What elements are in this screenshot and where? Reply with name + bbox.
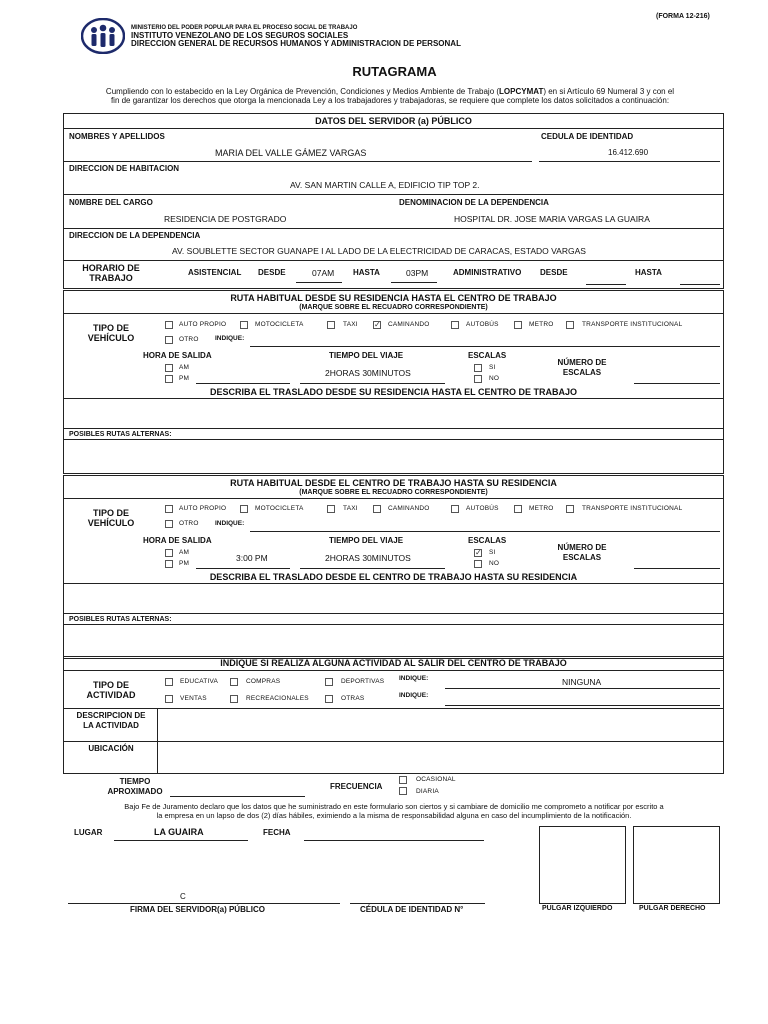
admin-desde-label: DESDE: [540, 268, 568, 277]
vuelta-motocicleta-label: MOTOCICLETA: [255, 505, 304, 512]
vuelta-transporte-institucional-label: TRANSPORTE INSTITUCIONAL: [582, 505, 683, 512]
vuelta-escalas-no-label: NO: [489, 560, 500, 567]
otras-label: OTRAS: [341, 695, 365, 702]
recreacionales-checkbox[interactable]: [230, 695, 238, 703]
ida-describe-title: DESCRIBA EL TRASLADO DESDE SU RESIDENCIA HASTA EL CENTRO DE TRABAJO: [209, 387, 578, 397]
vuelta-auto-propio-label: AUTO PROPIO: [179, 505, 227, 512]
vuelta-taxi-label: TAXI: [343, 505, 358, 512]
actividad-indique-label-1: INDIQUE:: [399, 675, 429, 682]
intro-line-2: fin de garantizar los derechos que otorga la mencionada Ley a los trabajadores y trabajadoras, se requiere que complete los datos solicitados a continuación:: [110, 96, 670, 105]
vuelta-motocicleta-checkbox[interactable]: [240, 505, 248, 513]
vuelta-escalas-no-checkbox[interactable]: [474, 560, 482, 568]
administrativo-label: ADMINISTRATIVO: [453, 268, 522, 277]
vuelta-indique-label: INDIQUE:: [215, 520, 245, 527]
ruta-ida-subtitle: (MARQUE SOBRE EL RECUADRO CORRESPONDIENTE): [299, 304, 488, 311]
vuelta-pm-checkbox[interactable]: [165, 560, 173, 568]
intro-line-1: Cumpliendo con lo estabecido en la Ley Orgánica de Prevención, Condiciones y Medios Ambiente de Trabajo (LOPCYMAT) en si Artículo 69 Numeral 3 y con el: [105, 87, 675, 96]
vuelta-otro-checkbox[interactable]: [165, 520, 173, 528]
firma-label: FIRMA DEL SERVIDOR(a) PÚBLICO: [130, 905, 265, 914]
asistencial-hasta-field[interactable]: 03PM: [406, 268, 429, 278]
descripcion-actividad-field[interactable]: [158, 709, 723, 740]
ida-metro-checkbox[interactable]: [514, 321, 522, 329]
asistencial-hasta-label: HASTA: [353, 268, 380, 277]
diaria-checkbox[interactable]: [399, 787, 407, 795]
vuelta-escalas-si-checkbox[interactable]: ✓: [475, 548, 482, 557]
tiempo-aproximado-label-1: TIEMPO: [119, 777, 151, 786]
ida-pm-checkbox[interactable]: [165, 375, 173, 383]
vuelta-pm-label: PM: [179, 560, 190, 567]
otras-checkbox[interactable]: [325, 695, 333, 703]
ocasional-label: OCASIONAL: [416, 776, 456, 783]
dep-address-field[interactable]: AV. SOUBLETTE SECTOR GUANAPE I AL LADO DE LA ELECTRICIDAD DE CARACAS, ESTADO VARGAS: [172, 246, 586, 256]
ida-escalas-no-label: NO: [489, 375, 500, 382]
asistencial-desde-field[interactable]: 07AM: [312, 268, 335, 278]
frecuencia-label: FRECUENCIA: [330, 782, 383, 791]
diaria-label: DIARIA: [416, 788, 439, 795]
vuelta-metro-label: METRO: [529, 505, 554, 512]
ida-escalas-si-label: SI: [489, 364, 496, 371]
vuelta-autobus-checkbox[interactable]: [451, 505, 459, 513]
vuelta-metro-checkbox[interactable]: [514, 505, 522, 513]
dependencia-label: DENOMINACION DE LA DEPENDENCIA: [399, 198, 549, 207]
ida-motocicleta-checkbox[interactable]: [240, 321, 248, 329]
ventas-label: VENTAS: [180, 695, 207, 702]
ventas-checkbox[interactable]: [165, 695, 173, 703]
ida-caminando-checkbox[interactable]: ✓: [374, 320, 381, 329]
asistencial-label: ASISTENCIAL: [188, 268, 242, 277]
cedula-firma-field[interactable]: [350, 880, 485, 902]
ruta-ida-title: RUTA HABITUAL DESDE SU RESIDENCIA HASTA EL CENTRO DE TRABAJO: [230, 293, 557, 303]
ida-am-checkbox[interactable]: [165, 364, 173, 372]
compras-label: COMPRAS: [246, 678, 281, 685]
vuelta-am-label: AM: [179, 549, 190, 556]
ida-numero-escalas-label-1: NÚMERO DE: [557, 358, 607, 367]
ida-escalas-no-checkbox[interactable]: [474, 375, 482, 383]
deportivas-checkbox[interactable]: [325, 678, 333, 686]
ida-taxi-label: TAXI: [343, 321, 358, 328]
asistencial-desde-label: DESDE: [258, 268, 286, 277]
vuelta-tipo-vehiculo-label-1: TIPO DE: [92, 508, 129, 518]
ida-numero-escalas-label-2: ESCALAS: [562, 368, 602, 377]
vuelta-tiempo-viaje-field[interactable]: 2HORAS 30MINUTOS: [325, 553, 411, 563]
ubicacion-label: UBICACIÓN: [88, 744, 134, 753]
vuelta-taxi-checkbox[interactable]: [327, 505, 335, 513]
ida-autobus-checkbox[interactable]: [451, 321, 459, 329]
ivss-logo: [81, 18, 125, 54]
firma-field[interactable]: [68, 880, 340, 902]
cargo-field[interactable]: RESIDENCIA DE POSTGRADO: [164, 214, 287, 224]
recreacionales-label: RECREACIONALES: [246, 695, 309, 702]
dependencia-field[interactable]: HOSPITAL DR. JOSE MARIA VARGAS LA GUAIRA: [454, 214, 650, 224]
ida-tipo-vehiculo-label-1: TIPO DE: [92, 323, 129, 333]
admin-hasta-label: HASTA: [635, 268, 662, 277]
ruta-vuelta-subtitle: (MARQUE SOBRE EL RECUADRO CORRESPONDIENTE): [299, 489, 488, 496]
cedula-firma-label: CÉDULA DE IDENTIDAD N°: [360, 905, 464, 914]
ida-motocicleta-label: MOTOCICLETA: [255, 321, 304, 328]
ida-tipo-vehiculo-label-2: VEHÍCULO: [87, 333, 135, 343]
ruta-vuelta-title: RUTA HABITUAL DESDE EL CENTRO DE TRABAJO HASTA SU RESIDENCIA: [230, 478, 557, 488]
pulgar-izquierdo-label: PULGAR IZQUIERDO: [542, 905, 613, 912]
vuelta-transporte-institucional-checkbox[interactable]: [566, 505, 574, 513]
actividad-indique-label-2: INDIQUE:: [399, 692, 429, 699]
ruta-vuelta-section: [63, 475, 724, 659]
names-label: NOMBRES Y APELLIDOS: [69, 132, 165, 141]
dep-address-label: DIRECCION DE LA DEPENDENCIA: [69, 231, 201, 240]
vuelta-caminando-checkbox[interactable]: [373, 505, 381, 513]
actividad-indique-field[interactable]: NINGUNA: [562, 677, 602, 687]
ida-caminando-label: CAMINANDO: [388, 321, 430, 328]
tiempo-aproximado-label-2: APROXIMADO: [107, 787, 163, 796]
compras-checkbox[interactable]: [230, 678, 238, 686]
ida-indique-label: INDIQUE:: [215, 335, 245, 342]
address-field[interactable]: AV. SAN MARTIN CALLE A, EDIFICIO TIP TOP 2.: [290, 180, 480, 190]
vuelta-describe-title: DESCRIBA EL TRASLADO DESDE EL CENTRO DE TRABAJO HASTA SU RESIDENCIA: [209, 572, 578, 582]
header-ministerio: MINISTERIO DEL PODER POPULAR PARA EL PROCESO SOCIAL DE TRABAJO: [131, 25, 358, 31]
ida-otro-checkbox[interactable]: [165, 336, 173, 344]
address-label: DIRECCION DE HABITACION: [69, 164, 180, 173]
vuelta-hora-salida-field[interactable]: 3:00 PM: [236, 553, 268, 563]
ida-tiempo-viaje-field[interactable]: 2HORAS 30MINUTOS: [325, 368, 411, 378]
ida-escalas-label: ESCALAS: [468, 351, 507, 360]
actividad-tipo-label-1: TIPO DE: [92, 680, 129, 690]
cedula-label: CEDULA DE IDENTIDAD: [541, 132, 634, 141]
vuelta-tipo-vehiculo-label-2: VEHÍCULO: [87, 518, 135, 528]
signature-mark: C: [180, 892, 186, 901]
vuelta-numero-escalas-label-1: NÚMERO DE: [557, 543, 607, 552]
lugar-label: LUGAR: [74, 828, 103, 837]
juramento-line-2: la empresa en un lapso de dos (2) días hábiles, eximiendo a la misma de responsabilidad alguna en caso del incumplimiento de la notificación.: [156, 811, 632, 820]
names-field[interactable]: MARIA DEL VALLE GÁMEZ VARGAS: [215, 148, 367, 158]
servidor-title: DATOS DEL SERVIDOR (a) PÚBLICO: [315, 116, 472, 126]
juramento-line-1: Bajo Fe de Juramento declaro que los datos que he suministrado en este formulario son ciertos y si cambiare de domicilio me comprometo a notificar por escrito a: [124, 802, 664, 811]
pulgar-derecho-box[interactable]: [633, 826, 720, 904]
ida-autobus-label: AUTOBÚS: [466, 321, 499, 328]
ida-metro-label: METRO: [529, 321, 554, 328]
vuelta-caminando-label: CAMINANDO: [388, 505, 430, 512]
header-instituto: INSTITUTO VENEZOLANO DE LOS SEGUROS SOCIALES: [131, 31, 349, 40]
vuelta-escalas-label: ESCALAS: [468, 536, 507, 545]
vuelta-escalas-si-label: SI: [489, 549, 496, 556]
descripcion-actividad-label-2: LA ACTIVIDAD: [83, 721, 139, 730]
pulgar-derecho-label: PULGAR DERECHO: [639, 905, 706, 912]
vuelta-rutas-alternas-label: POSIBLES RUTAS ALTERNAS:: [69, 616, 172, 623]
deportivas-label: DEPORTIVAS: [341, 678, 385, 685]
ida-escalas-si-checkbox[interactable]: [474, 364, 482, 372]
ida-transporte-institucional-label: TRANSPORTE INSTITUCIONAL: [582, 321, 683, 328]
ruta-ida-section: [63, 290, 724, 474]
horario-label-2: TRABAJO: [89, 273, 133, 283]
form-code: (FORMA 12-216): [656, 13, 710, 20]
ocasional-checkbox[interactable]: [399, 776, 407, 784]
fecha-label: FECHA: [263, 828, 291, 837]
vuelta-am-checkbox[interactable]: [165, 549, 173, 557]
tiempo-aproximado-field[interactable]: [170, 780, 305, 797]
cedula-field[interactable]: 16.412.690: [608, 148, 649, 157]
actividad-title: INDIQUE SI REALIZA ALGUNA ACTIVIDAD AL SALIR DEL CENTRO DE TRABAJO: [220, 658, 567, 668]
vuelta-autobus-label: AUTOBÚS: [466, 505, 499, 512]
header-direccion: DIRECCION GENERAL DE RECURSOS HUMANOS Y ADMINISTRACION DE PERSONAL: [131, 39, 461, 48]
ida-auto-propio-checkbox[interactable]: [165, 321, 173, 329]
pulgar-izquierdo-box[interactable]: [539, 826, 626, 904]
descripcion-actividad-label-1: DESCRIPCION DE: [76, 711, 146, 720]
horario-label-1: HORARIO DE: [82, 263, 140, 273]
ida-transporte-institucional-checkbox[interactable]: [566, 321, 574, 329]
ida-rutas-alternas-label: POSIBLES RUTAS ALTERNAS:: [69, 431, 172, 438]
ida-auto-propio-label: AUTO PROPIO: [179, 321, 227, 328]
ida-am-label: AM: [179, 364, 190, 371]
cargo-label: N0MBRE DEL CARGO: [69, 198, 153, 207]
vuelta-tiempo-viaje-label: TIEMPO DEL VIAJE: [329, 536, 404, 545]
page-title: RUTAGRAMA: [352, 64, 437, 79]
ida-pm-label: PM: [179, 375, 190, 382]
ida-taxi-checkbox[interactable]: [327, 321, 335, 329]
vuelta-auto-propio-checkbox[interactable]: [165, 505, 173, 513]
vuelta-numero-escalas-label-2: ESCALAS: [562, 553, 602, 562]
lugar-field[interactable]: LA GUAIRA: [154, 827, 204, 837]
educativa-label: EDUCATIVA: [180, 678, 219, 685]
educativa-checkbox[interactable]: [165, 678, 173, 686]
ida-otro-label: OTRO: [179, 336, 199, 343]
vuelta-otro-label: OTRO: [179, 520, 199, 527]
actividad-tipo-label-2: ACTIVIDAD: [86, 690, 136, 700]
ubicacion-field[interactable]: [158, 742, 723, 773]
ida-hora-salida-label: HORA DE SALIDA: [143, 351, 212, 360]
vuelta-hora-salida-label: HORA DE SALIDA: [143, 536, 212, 545]
ida-tiempo-viaje-label: TIEMPO DEL VIAJE: [329, 351, 404, 360]
